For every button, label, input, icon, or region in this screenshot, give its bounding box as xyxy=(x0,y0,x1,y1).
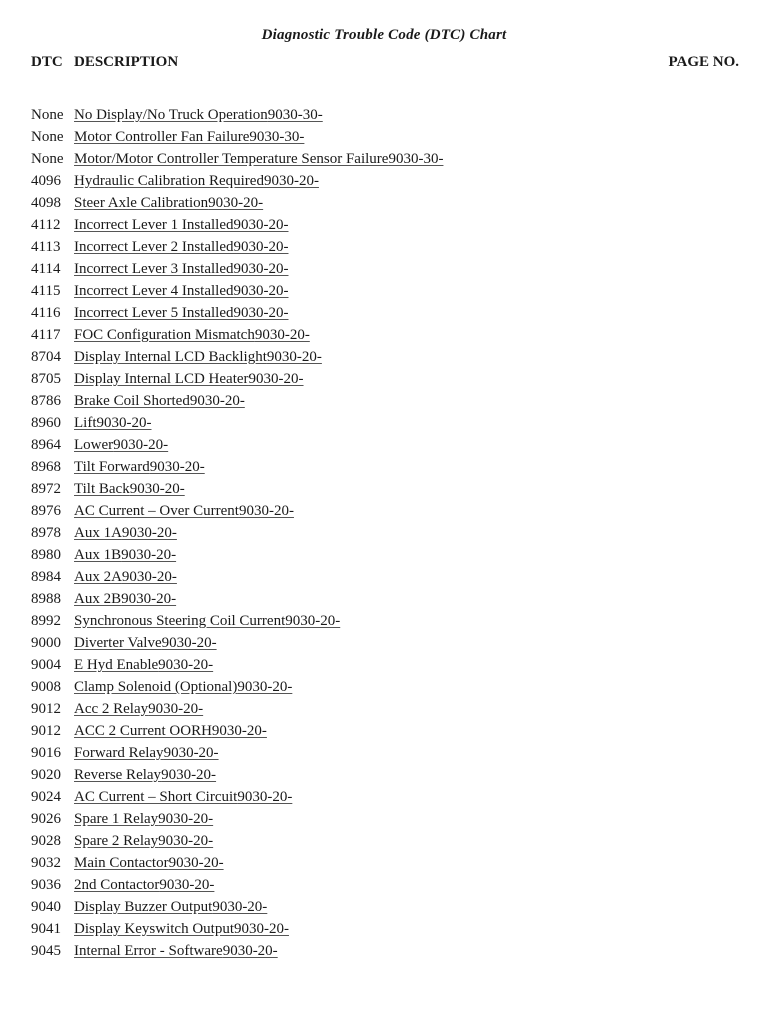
dtc-code: 4116 xyxy=(31,305,61,321)
dtc-page-number: 9030-20- xyxy=(263,173,319,189)
dtc-description-link[interactable] xyxy=(74,742,219,764)
dtc-description: E Hyd Enable xyxy=(74,657,159,673)
dtc-description-link[interactable] xyxy=(74,698,203,720)
dtc-code: 4117 xyxy=(31,327,61,343)
dtc-row xyxy=(31,500,739,522)
dtc-row xyxy=(31,258,739,280)
header-dtc: DTC xyxy=(31,54,63,70)
dtc-description: FOC Configuration Mismatch xyxy=(74,327,255,343)
dtc-code: 9016 xyxy=(31,745,61,761)
dtc-row xyxy=(31,896,739,918)
dtc-description: Motor/Motor Controller Temperature Sensor Failure xyxy=(74,151,389,167)
page-title: Diagnostic Trouble Code (DTC) Chart xyxy=(261,27,507,43)
dtc-code: 8786 xyxy=(31,393,61,409)
dtc-description-link[interactable] xyxy=(74,280,289,302)
dtc-page-number: 9030-20- xyxy=(161,767,217,783)
dtc-row xyxy=(31,588,739,610)
dtc-description: Spare 2 Relay xyxy=(74,833,159,849)
dtc-description: Acc 2 Relay xyxy=(74,701,149,717)
dtc-page-number: 9030-20- xyxy=(163,745,219,761)
dtc-row xyxy=(31,390,739,412)
dtc-page-number: 9030-20- xyxy=(121,591,177,607)
dtc-page-number: 9030-20- xyxy=(248,371,304,387)
dtc-row xyxy=(31,236,739,258)
dtc-code: 8984 xyxy=(31,569,61,585)
dtc-description: Display Internal LCD Backlight xyxy=(74,349,267,365)
dtc-code: 8976 xyxy=(31,503,61,519)
dtc-description: Lift xyxy=(74,415,97,431)
dtc-code: 8978 xyxy=(31,525,61,541)
dtc-description: ACC 2 Current OORH xyxy=(74,723,212,739)
dtc-code: 9012 xyxy=(31,701,61,717)
dtc-row xyxy=(31,808,739,830)
dtc-page-number: 9030-20- xyxy=(254,327,310,343)
dtc-page-number: 9030-20- xyxy=(237,679,293,695)
dtc-description: Incorrect Lever 2 Installed xyxy=(74,239,234,255)
dtc-code: None xyxy=(31,107,64,123)
dtc-page-number: 9030-20- xyxy=(222,943,278,959)
dtc-description-link[interactable] xyxy=(74,654,213,676)
dtc-description-link[interactable] xyxy=(74,852,224,874)
dtc-page-number: 9030-20- xyxy=(149,459,205,475)
dtc-description: Display Internal LCD Heater xyxy=(74,371,249,387)
dtc-description: Main Contactor xyxy=(74,855,169,871)
dtc-description: Tilt Forward xyxy=(74,459,150,475)
dtc-page-number: 9030-20- xyxy=(212,899,268,915)
dtc-description-link[interactable] xyxy=(74,126,304,148)
dtc-page-number: 9030-20- xyxy=(96,415,152,431)
dtc-page-number: 9030-20- xyxy=(158,833,214,849)
dtc-page-number: 9030-20- xyxy=(159,877,215,893)
dtc-row xyxy=(31,346,739,368)
dtc-description: Motor Controller Fan Failure xyxy=(74,129,250,145)
dtc-description-link[interactable] xyxy=(74,324,310,346)
dtc-description-link[interactable] xyxy=(74,412,152,434)
dtc-page-number: 9030-20- xyxy=(208,195,264,211)
dtc-code: 8960 xyxy=(31,415,61,431)
dtc-page-number: 9030-20- xyxy=(158,657,214,673)
dtc-page-number: 9030-20- xyxy=(121,569,177,585)
dtc-description: Internal Error - Software xyxy=(74,943,223,959)
dtc-row xyxy=(31,742,739,764)
dtc-description-link[interactable] xyxy=(74,500,294,522)
dtc-page-number: 9030-20- xyxy=(121,525,177,541)
header-page-no: PAGE NO. xyxy=(668,54,739,70)
dtc-row xyxy=(31,280,739,302)
dtc-description: Hydraulic Calibration Required xyxy=(74,173,264,189)
dtc-description-link[interactable] xyxy=(74,808,213,830)
dtc-page-number: 9030-20- xyxy=(233,283,289,299)
dtc-description: Incorrect Lever 3 Installed xyxy=(74,261,234,277)
dtc-description-link[interactable] xyxy=(74,104,323,126)
dtc-description-link[interactable] xyxy=(74,940,278,962)
dtc-row xyxy=(31,874,739,896)
dtc-description-link[interactable] xyxy=(74,236,289,258)
dtc-row xyxy=(31,610,739,632)
dtc-description: 2nd Contactor xyxy=(74,877,160,893)
dtc-description: AC Current – Short Circuit xyxy=(74,789,238,805)
dtc-page-number: 9030-20- xyxy=(148,701,204,717)
dtc-row xyxy=(31,302,739,324)
dtc-description-link[interactable] xyxy=(74,214,289,236)
dtc-page-number: 9030-20- xyxy=(121,547,177,563)
dtc-page-number: 9030-20- xyxy=(238,503,294,519)
dtc-page-number: 9030-20- xyxy=(113,437,169,453)
dtc-code: 9004 xyxy=(31,657,61,673)
dtc-description-link[interactable] xyxy=(74,918,289,940)
dtc-code: 9036 xyxy=(31,877,61,893)
dtc-row xyxy=(31,214,739,236)
dtc-row xyxy=(31,544,739,566)
dtc-code: 9000 xyxy=(31,635,61,651)
dtc-description-link[interactable] xyxy=(74,874,214,896)
dtc-description-link[interactable] xyxy=(74,588,176,610)
header-description: DESCRIPTION xyxy=(74,54,179,70)
dtc-description-link[interactable] xyxy=(74,368,304,390)
dtc-code: 4098 xyxy=(31,195,61,211)
dtc-description-link[interactable] xyxy=(74,456,205,478)
dtc-page-number: 9030-30- xyxy=(267,107,323,123)
dtc-description: Incorrect Lever 4 Installed xyxy=(74,283,234,299)
dtc-list xyxy=(31,104,739,962)
dtc-row xyxy=(31,170,739,192)
dtc-page-number: 9030-20- xyxy=(237,789,293,805)
dtc-code: None xyxy=(31,129,64,145)
dtc-page-number: 9030-20- xyxy=(161,635,217,651)
dtc-page-number: 9030-20- xyxy=(233,239,289,255)
dtc-code: 8704 xyxy=(31,349,61,365)
dtc-description-link[interactable] xyxy=(74,302,289,324)
dtc-page-number: 9030-20- xyxy=(211,723,267,739)
dtc-description: Diverter Valve xyxy=(74,635,162,651)
dtc-description-link[interactable] xyxy=(74,258,289,280)
dtc-description-link[interactable] xyxy=(74,764,216,786)
dtc-page-number: 9030-20- xyxy=(233,921,289,937)
dtc-description-link[interactable] xyxy=(74,434,168,456)
dtc-description: Spare 1 Relay xyxy=(74,811,159,827)
dtc-page-number: 9030-20- xyxy=(266,349,322,365)
dtc-row xyxy=(31,940,739,962)
dtc-description-link[interactable] xyxy=(74,148,443,170)
dtc-page-number: 9030-20- xyxy=(168,855,224,871)
dtc-code: 4115 xyxy=(31,283,61,299)
dtc-row xyxy=(31,104,739,126)
dtc-description: Display Keyswitch Output xyxy=(74,921,234,937)
dtc-row xyxy=(31,632,739,654)
dtc-description-link[interactable] xyxy=(74,522,177,544)
dtc-description-link[interactable] xyxy=(74,720,267,742)
dtc-page-number: 9030-20- xyxy=(158,811,214,827)
dtc-description-link[interactable] xyxy=(74,390,245,412)
dtc-row xyxy=(31,786,739,808)
dtc-row xyxy=(31,654,739,676)
dtc-description: Steer Axle Calibration xyxy=(74,195,209,211)
dtc-row xyxy=(31,126,739,148)
dtc-description-link[interactable] xyxy=(74,170,319,192)
dtc-description-link[interactable] xyxy=(74,544,176,566)
dtc-description-link[interactable] xyxy=(74,346,322,368)
dtc-row xyxy=(31,764,739,786)
dtc-code: 8972 xyxy=(31,481,61,497)
dtc-code: 9041 xyxy=(31,921,61,937)
dtc-code: 9028 xyxy=(31,833,61,849)
dtc-description: Reverse Relay xyxy=(74,767,162,783)
dtc-code: 4112 xyxy=(31,217,61,233)
dtc-description-link[interactable] xyxy=(74,192,263,214)
dtc-row xyxy=(31,852,739,874)
dtc-description: Display Buzzer Output xyxy=(74,899,213,915)
dtc-description: Clamp Solenoid (Optional) xyxy=(74,679,238,695)
dtc-row xyxy=(31,148,739,170)
dtc-code: 4114 xyxy=(31,261,61,277)
dtc-code: 9032 xyxy=(31,855,61,871)
dtc-row xyxy=(31,698,739,720)
dtc-description-link[interactable] xyxy=(74,610,340,632)
dtc-code: 8964 xyxy=(31,437,61,453)
dtc-code: 8988 xyxy=(31,591,61,607)
dtc-code: 8980 xyxy=(31,547,61,563)
dtc-row xyxy=(31,192,739,214)
dtc-row xyxy=(31,456,739,478)
dtc-description: Incorrect Lever 1 Installed xyxy=(74,217,234,233)
dtc-description-link[interactable] xyxy=(74,676,292,698)
dtc-row xyxy=(31,830,739,852)
dtc-row xyxy=(31,368,739,390)
dtc-row xyxy=(31,324,739,346)
dtc-description-link[interactable] xyxy=(74,786,292,808)
dtc-row xyxy=(31,566,739,588)
dtc-row xyxy=(31,412,739,434)
dtc-page-number: 9030-20- xyxy=(129,481,185,497)
dtc-code: 4113 xyxy=(31,239,61,255)
dtc-row xyxy=(31,720,739,742)
dtc-page-number: 9030-20- xyxy=(285,613,341,629)
dtc-code: 8992 xyxy=(31,613,61,629)
dtc-row xyxy=(31,918,739,940)
dtc-description: Aux 2A xyxy=(74,569,122,585)
dtc-description: Incorrect Lever 5 Installed xyxy=(74,305,234,321)
dtc-description: Synchronous Steering Coil Current xyxy=(74,613,286,629)
dtc-description-link[interactable] xyxy=(74,896,267,918)
dtc-code: 8705 xyxy=(31,371,61,387)
dtc-page-number: 9030-20- xyxy=(233,261,289,277)
dtc-code: 9024 xyxy=(31,789,61,805)
dtc-page-number: 9030-30- xyxy=(249,129,305,145)
dtc-description-link[interactable] xyxy=(74,830,213,852)
dtc-code: 9026 xyxy=(31,811,61,827)
dtc-code: 8968 xyxy=(31,459,61,475)
dtc-code: None xyxy=(31,151,64,167)
dtc-page-number: 9030-30- xyxy=(388,151,444,167)
dtc-code: 4096 xyxy=(31,173,61,189)
dtc-row xyxy=(31,434,739,456)
dtc-code: 9008 xyxy=(31,679,61,695)
dtc-page-number: 9030-20- xyxy=(233,217,289,233)
dtc-description: Brake Coil Shorted xyxy=(74,393,190,409)
dtc-code: 9045 xyxy=(31,943,61,959)
dtc-row xyxy=(31,478,739,500)
table-header xyxy=(31,54,739,74)
dtc-code: 9012 xyxy=(31,723,61,739)
dtc-description-link[interactable] xyxy=(74,566,177,588)
dtc-description: Aux 1B xyxy=(74,547,122,563)
dtc-description: Aux 1A xyxy=(74,525,122,541)
dtc-description: Tilt Back xyxy=(74,481,130,497)
dtc-page-number: 9030-20- xyxy=(189,393,245,409)
dtc-description: Lower xyxy=(74,437,114,453)
dtc-row xyxy=(31,676,739,698)
dtc-row xyxy=(31,522,739,544)
dtc-description: Forward Relay xyxy=(74,745,164,761)
dtc-code: 9040 xyxy=(31,899,61,915)
dtc-description-link[interactable] xyxy=(74,632,217,654)
dtc-description: AC Current – Over Current xyxy=(74,503,239,519)
dtc-code: 9020 xyxy=(31,767,61,783)
dtc-description: No Display/No Truck Operation xyxy=(74,107,268,123)
dtc-description-link[interactable] xyxy=(74,478,185,500)
dtc-description: Aux 2B xyxy=(74,591,122,607)
dtc-page-number: 9030-20- xyxy=(233,305,289,321)
